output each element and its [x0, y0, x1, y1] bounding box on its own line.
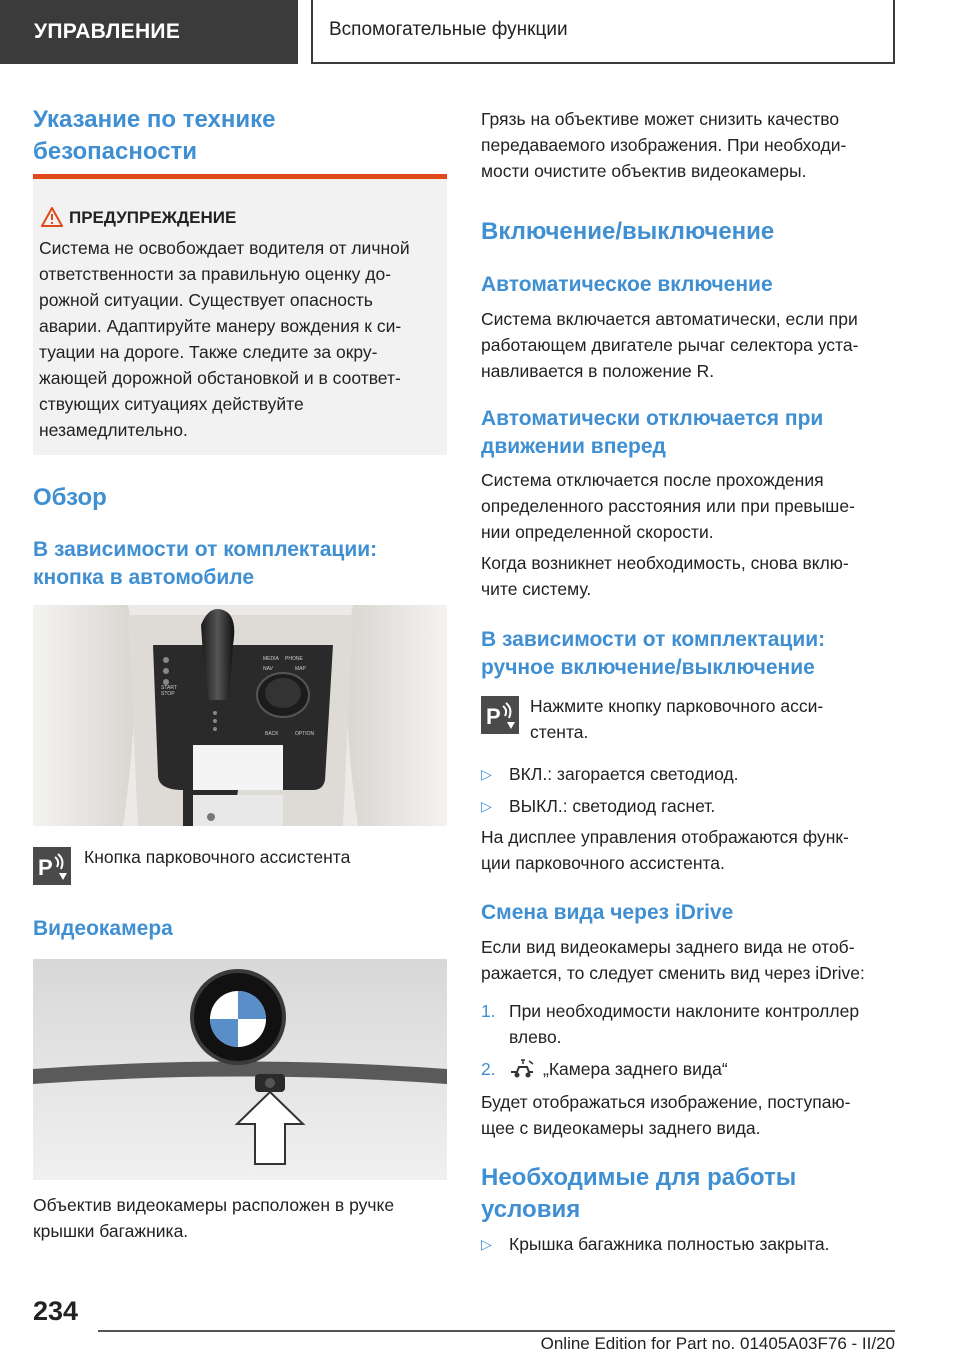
chapter-title: Вспомогательные функции — [311, 0, 895, 64]
edition-text: Online Edition for Part no. 01405A03F76 - II/20 — [540, 1334, 895, 1353]
console-photo — [33, 605, 447, 826]
reenable-text: Когда возникнет необходимость, снова вклю- чите систему. — [481, 553, 849, 599]
console-illustration — [33, 605, 447, 826]
safety-heading: Указание по технике безопасности — [33, 106, 276, 165]
page-header — [0, 0, 960, 66]
equipment-heading: В зависимости от комплектации: кнопка в автомобиле — [33, 538, 378, 589]
warning-text: Система не освобождает водителя от личной ответственности за правильную оценку до- рожной ситуации. Существует опасность аварии. Адаптируйте манеру вождения к си- туации на дороге. Также следите за окру- жающей дорожной обстановкой и в соответ- ствующих ситуациях действуйте незамедлительно. — [39, 238, 410, 440]
svg-text:P: P — [486, 704, 501, 729]
section-title: УПРАВЛЕНИЕ — [0, 0, 298, 64]
manual-heading: В зависимости от комплектации: ручное включение/выключение — [481, 628, 826, 679]
warning-title: ПРЕДУПРЕЖДЕНИЕ — [39, 205, 437, 231]
warning-box — [33, 174, 447, 455]
manual-text: Нажмите кнопку парковочного асси- стента. — [530, 696, 824, 742]
console-label: NAV — [263, 666, 273, 672]
warning-icon — [41, 207, 63, 227]
auto-on-heading: Автоматическое включение — [481, 273, 773, 296]
camera-heading: Видеокамера — [33, 917, 173, 940]
console-label: MEDIA — [263, 656, 279, 662]
bullet-triangle-icon: ▷ — [481, 798, 492, 814]
console-label: BACK — [265, 731, 279, 737]
auto-off-text: Система отключается после прохождения определенного расстояния или при превыше- нии определенной скорости. — [481, 470, 855, 542]
console-label: OPTION — [295, 731, 315, 737]
console-label: STOP — [161, 691, 175, 697]
display-text: На дисплее управления отображаются функ- ции парковочного ассистента. — [481, 827, 849, 873]
bullet-triangle-icon: ▷ — [481, 1236, 492, 1252]
footer-divider — [98, 1330, 895, 1332]
step-1: 1. При необходимости наклоните контроллер влево. — [481, 1001, 860, 1047]
console-label: PHONE — [285, 656, 303, 662]
intro-text: Грязь на объективе может снизить качество передаваемого изображения. При необходи- мости очистите объектив видеокамеры. — [481, 109, 847, 181]
auto-off-heading: Автоматически отключается при движении вперед — [481, 407, 824, 458]
camera-caption: Объектив видеокамеры расположен в ручке крышки багажника. — [33, 1195, 395, 1241]
onoff-heading: Включение/выключение — [481, 218, 775, 245]
camera-photo — [33, 959, 447, 1180]
overview-heading: Обзор — [33, 484, 107, 511]
button-caption: Кнопка парковочного ассистента — [84, 847, 351, 867]
parking-assistant-icon — [481, 696, 519, 734]
idrive-text: Если вид видеокамеры заднего вида не отоб- ражается, то следует сменить вид через iDrive: — [481, 937, 865, 983]
requirements-heading: Необходимые для работы условия — [481, 1164, 797, 1223]
auto-on-text: Система включается автоматически, если при работающем двигателе рычаг селектора уста- навливается в положение R. — [481, 309, 859, 381]
page-number: 234 — [33, 1296, 79, 1326]
idrive-heading: Смена вида через iDrive — [481, 901, 734, 924]
console-label: MAP — [295, 666, 306, 672]
console-label: START — [161, 685, 177, 691]
parking-assistant-icon — [33, 847, 71, 885]
result-text: Будет отображаться изображение, поступаю- щее с видеокамеры заднего вида. — [481, 1092, 851, 1138]
svg-text:P: P — [38, 855, 53, 880]
bullet-triangle-icon: ▷ — [481, 766, 492, 782]
camera-illustration — [33, 959, 447, 1180]
rear-camera-icon — [509, 1058, 535, 1080]
